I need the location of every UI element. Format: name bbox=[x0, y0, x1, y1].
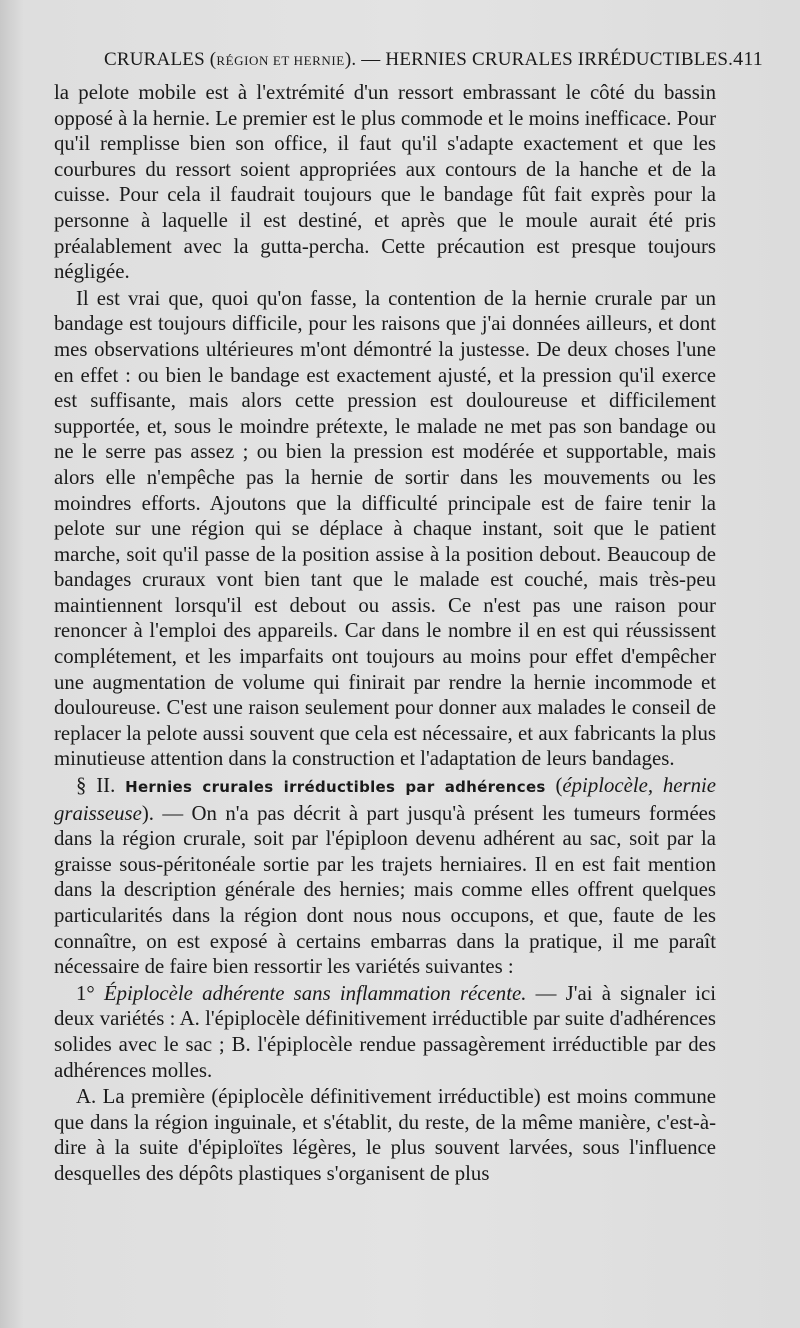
title-tail: ). — HERNIES CRURALES IRRÉDUCTIBLES. bbox=[344, 49, 734, 70]
paren-open: ( bbox=[545, 774, 563, 798]
section-number: § II. bbox=[76, 774, 126, 798]
paragraph-4-text: — J'ai à signaler ici deux variétés : A. l'épiplocèle définitivement irréductible par suite d'adhérences solides avec le sac ; B. l'épiplocèle rendue passagèrement irréductible par des adhérences molles. bbox=[54, 981, 717, 1082]
title-smallcaps: RÉGION ET HERNIE bbox=[216, 53, 345, 68]
section-subtitle: épiplocèle, hernie graisseuse bbox=[54, 774, 717, 825]
paragraph-5: A. La première (épiplocèle définitivement irréductible) est moins commune que dans la région inguinale, et s'établit, du reste, de la même manière, c'est-à-dire à la suite d'épiploïtes légères, le plus souvent larvées, sous l'influence desquelles des dépôts plastiques s'organisent de plus bbox=[54, 1085, 716, 1185]
paragraph-2: Il est vrai que, quoi qu'on fasse, la contention de la hernie crurale par un bandage est toujours difficile, pour les raisons que j'ai données ailleurs, et dont mes observations ultérieures m'ont démontré la justesse. De deux choses l'une en effet : ou bien le bandage est exactement ajusté, et la pression qu'il exerce est suffisante, mais alors cette pression est douloureuse et difficilement supportée, et, sous le moindre prétexte, le malade ne met pas son bandage ou ne le serre pas assez ; ou bien la pression est modérée et supportable, mais alors elle n'empêche pas la hernie de sortir dans les mouvements ou les moindres efforts. Ajoutons que la difficulté principale est de faire tenir la pelote sur une région qui se déplace à chaque instant, soit que le patient marche, soit qu'il passe de la position assise à la position debout. Beaucoup de bandages cruraux vont bien tant que le malade est couché, mais très-peu maintiennent lorsqu'il est debout ou assis. Ce n'est pas une raison pour renoncer à l'emploi des appareils. Car dans le nombre il en est qui réussissent complétement, et les imparfaits ont toujours au moins pour effet d'empêcher une augmentation de volume qui finirait par rendre la hernie incommode et douloureuse. C'est une raison seulement pour donner aux malades le conseil de replacer la pelote aussi souvent que cela est nécessaire, et aux fabricants la plus minutieuse attention dans la construction et l'adaptation de leurs bandages. bbox=[54, 286, 716, 771]
paragraph-4 bbox=[54, 981, 716, 1083]
paragraph-3 bbox=[54, 773, 716, 980]
paragraph-1: la pelote mobile est à l'extrémité d'un ressort embrassant le côté du bassin opposé à la hernie. Le premier est le plus commode et le moins inefficace. Pour qu'il remplisse bien son office, il faut qu'il s'adapte exactement et que les courbures du ressort soient appropriées aux contours de la hanche et de la cuisse. Pour cela il faudrait toujours que le bandage fût fait exprès pour la personne à laquelle il est destiné, et après que le moule aurait été pris préalablement avec la gutta-percha. Cette précaution est presque toujours négligée. bbox=[54, 81, 716, 284]
item-number: 1° bbox=[76, 981, 104, 1005]
page-body bbox=[54, 80, 716, 1187]
running-header bbox=[104, 48, 763, 71]
page-number: 411 bbox=[733, 48, 763, 70]
title-main: CRURALES ( bbox=[104, 49, 217, 70]
section-heading: Hernies crurales irréductibles par adhérences bbox=[125, 778, 546, 797]
item-heading: Épiplocèle adhérente sans inflammation récente. bbox=[103, 981, 527, 1005]
running-title bbox=[104, 49, 733, 71]
paragraph-3-text: ). — On n'a pas décrit à part jusqu'à présent les tumeurs formées dans la région crurale, soit par l'épiploon devenu adhérent au sac, soit par la graisse sous-péritonéale sortie par les trajets herniaires. Il en est fait mention dans la description générale des hernies; mais comme elles offrent quelques particularités dans la région dont nous nous occupons, et que, faute de les connaître, on est exposé à certains embarras dans la pratique, il me paraît nécessaire de faire bien ressortir les variétés suivantes : bbox=[54, 801, 716, 979]
